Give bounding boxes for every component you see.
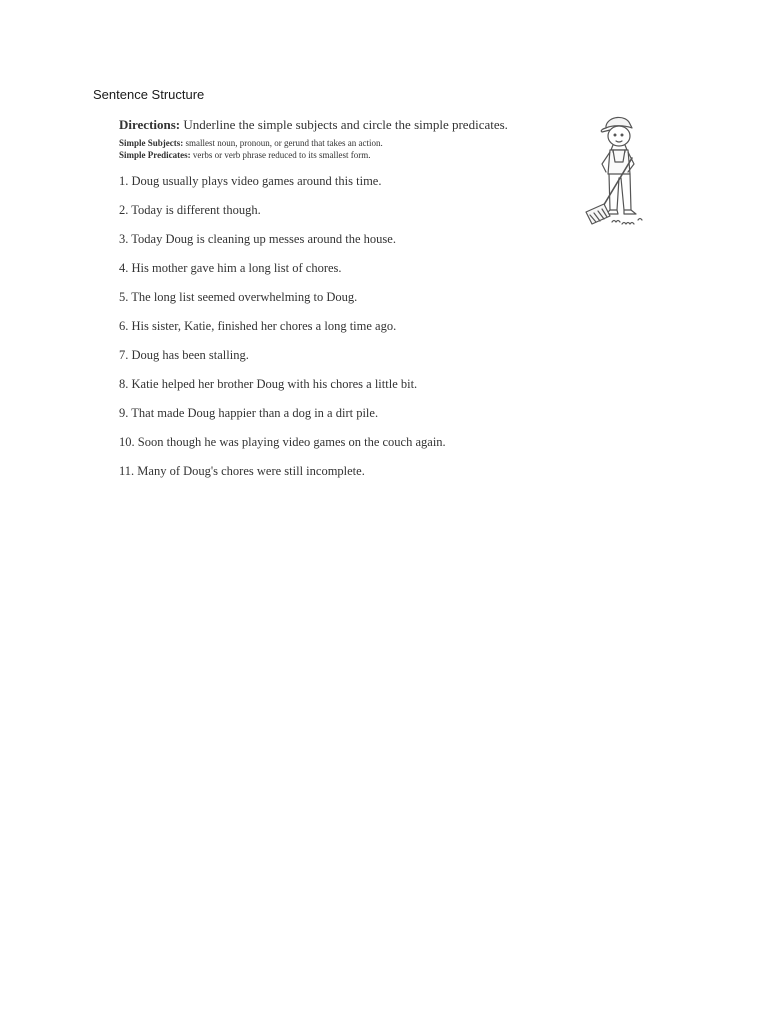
sentence-item: 7. Doug has been stalling. xyxy=(119,348,249,362)
definition-text: verbs or verb phrase reduced to its smallest form. xyxy=(192,150,371,160)
definition-label: Simple Subjects: xyxy=(119,138,184,148)
sentence-item: 3. Today Doug is cleaning up messes around the house. xyxy=(119,232,396,246)
directions-text: Underline the simple subjects and circle the simple predicates. xyxy=(183,117,508,132)
definition-label: Simple Predicates: xyxy=(119,150,191,160)
sentence-list xyxy=(119,173,589,492)
page-title: Sentence Structure xyxy=(93,87,205,102)
sentence-item: 2. Today is different though. xyxy=(119,203,261,217)
sentence-item: 1. Doug usually plays video games around this time. xyxy=(119,174,382,188)
sentence-item: 10. Soon though he was playing video games on the couch again. xyxy=(119,435,446,449)
sentence-item: 9. That made Doug happier than a dog in a dirt pile. xyxy=(119,406,379,420)
definition-text: smallest noun, pronoun, or gerund that takes an action. xyxy=(185,138,383,148)
sentence-item: 6. His sister, Katie, finished her chores a long time ago. xyxy=(119,319,397,333)
directions-label: Directions: xyxy=(119,117,181,132)
definition-simple-predicates xyxy=(119,149,589,161)
sentence-item: 5. The long list seemed overwhelming to Doug. xyxy=(119,290,358,304)
worksheet xyxy=(119,116,589,492)
sentence-item: 11. Many of Doug's chores were still incomplete. xyxy=(119,464,365,478)
boy-sweeping-icon xyxy=(582,112,662,230)
directions xyxy=(119,116,589,133)
definition-simple-subjects xyxy=(119,137,589,149)
sentence-item: 4. His mother gave him a long list of chores. xyxy=(119,261,342,275)
sentence-item: 8. Katie helped her brother Doug with his chores a little bit. xyxy=(119,377,418,391)
